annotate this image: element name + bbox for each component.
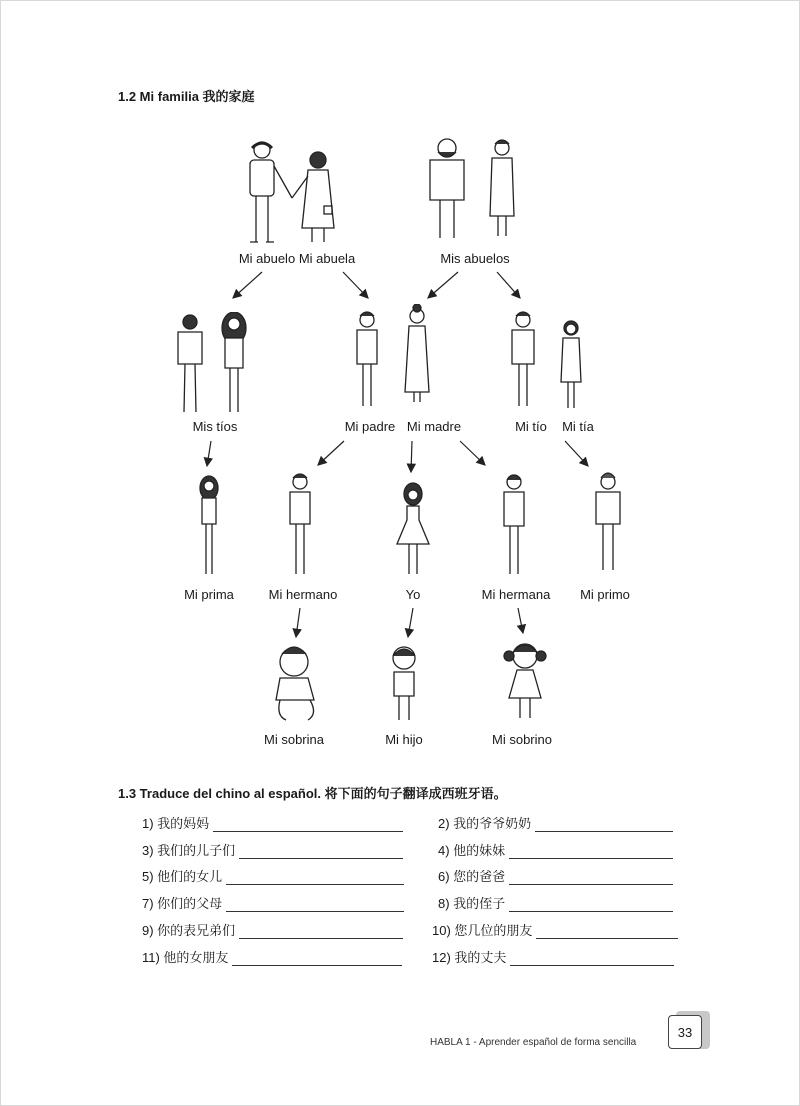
grandfather-2-illustration	[422, 134, 472, 242]
page-number: 33	[668, 1015, 702, 1049]
arrow-hermana-sobrino	[518, 608, 523, 633]
answer-line[interactable]	[232, 951, 402, 966]
uncle-illustration	[170, 312, 210, 416]
answer-line[interactable]	[226, 897, 404, 912]
answer-line[interactable]	[509, 870, 673, 885]
arrow-yo-hijo	[408, 608, 413, 637]
exercise-prompt: 4) 他的妹妹	[438, 843, 506, 858]
exercise-prompt: 8) 我的侄子	[438, 896, 506, 911]
exercise-7	[142, 893, 404, 912]
answer-line[interactable]	[226, 870, 404, 885]
label-mi-prima: Mi prima	[184, 587, 234, 602]
exercise-1	[142, 813, 403, 832]
label-yo: Yo	[405, 587, 421, 602]
exercise-prompt: 1) 我的妈妈	[142, 816, 210, 831]
self-illustration	[394, 482, 432, 578]
arrow-padres-yo	[411, 441, 412, 472]
exercise-5	[142, 866, 404, 885]
label-mi-sobrina: Mi sobrina	[264, 732, 324, 747]
section-title-1-3: 1.3 Traduce del chino al español. 将下面的句子翻译成西班牙语。	[118, 786, 507, 801]
answer-line[interactable]	[213, 817, 403, 832]
label-mi-abuelo-mi-abuela	[239, 251, 355, 266]
mother-illustration	[400, 304, 434, 406]
exercise-10	[432, 920, 678, 939]
arrow-padres-hermana	[460, 441, 485, 465]
label-mi-madre: Mi madre	[406, 419, 462, 434]
answer-line[interactable]	[509, 844, 673, 859]
exercise-prompt: 9) 你的表兄弟们	[142, 923, 236, 938]
arrow-abuelos-tios	[233, 272, 262, 298]
answer-line[interactable]	[239, 924, 403, 939]
label-mi-padre: Mi padre	[344, 419, 396, 434]
answer-line[interactable]	[510, 951, 674, 966]
exercise-prompt: 10) 您几位的朋友	[432, 923, 533, 938]
label-mi-sobrino: Mi sobrino	[492, 732, 552, 747]
exercise-11	[142, 947, 402, 966]
label-mi-primo: Mi primo	[580, 587, 630, 602]
label-mi-hijo: Mi hijo	[385, 732, 423, 747]
aunt-2-illustration	[556, 318, 586, 410]
exercise-prompt: 5) 他们的女儿	[142, 869, 223, 884]
arrow-abuelos-madre	[428, 272, 458, 298]
cousin-male-illustration	[590, 470, 626, 574]
exercise-2	[438, 813, 673, 832]
label-mis-abuelos: Mis abuelos	[440, 251, 510, 266]
arrow-tios-prima	[207, 441, 211, 466]
exercise-prompt: 6) 您的爸爸	[438, 869, 506, 884]
arrow-abuelos-tio	[497, 272, 520, 298]
answer-line[interactable]	[509, 897, 673, 912]
grandmother-2-illustration	[484, 136, 520, 242]
exercise-prompt: 3) 我们的儿子们	[142, 843, 236, 858]
arrow-abuelos-padre	[343, 272, 368, 298]
niece-illustration	[270, 644, 324, 726]
exercise-prompt: 7) 你们的父母	[142, 896, 223, 911]
exercise-3	[142, 840, 403, 859]
label-mis-tios: Mis tíos	[192, 419, 238, 434]
grandmother-illustration	[290, 148, 346, 248]
exercise-9	[142, 920, 403, 939]
section-title-1-2: 1.2 Mi familia 我的家庭	[118, 89, 255, 104]
label-mi-tia: Mi tía	[562, 419, 594, 434]
exercise-prompt: 11) 他的女朋友	[142, 950, 229, 965]
answer-line[interactable]	[535, 817, 673, 832]
cousin-female-illustration	[194, 474, 224, 578]
exercise-6	[438, 866, 673, 885]
exercise-prompt: 12) 我的丈夫	[432, 950, 507, 965]
label-mi-hermano: Mi hermano	[268, 587, 338, 602]
answer-line[interactable]	[536, 924, 678, 939]
arrow-hermano-sobrina	[296, 608, 300, 637]
answer-line[interactable]	[239, 844, 403, 859]
brother-illustration	[284, 472, 316, 578]
exercise-8	[438, 893, 673, 912]
uncle-2-illustration	[506, 310, 540, 410]
arrow-padres-hermano	[318, 441, 344, 465]
exercise-4	[438, 840, 673, 859]
aunt-illustration	[216, 312, 252, 416]
exercise-prompt: 2) 我的爷爷奶奶	[438, 816, 532, 831]
label-mi-abuelo: Mi abuelo	[238, 251, 296, 266]
sister-illustration	[498, 472, 530, 578]
nephew-illustration	[500, 638, 550, 724]
footer-book-title: HABLA 1 - Aprender español de forma sencilla	[430, 1037, 637, 1048]
son-illustration	[386, 644, 422, 724]
label-mi-abuela: Mi abuela	[298, 251, 356, 266]
arrow-tia-primo	[565, 441, 588, 466]
label-mi-tio: Mi tío	[515, 419, 547, 434]
father-illustration	[350, 310, 384, 410]
exercise-12	[432, 947, 674, 966]
label-mi-hermana: Mi hermana	[481, 587, 551, 602]
